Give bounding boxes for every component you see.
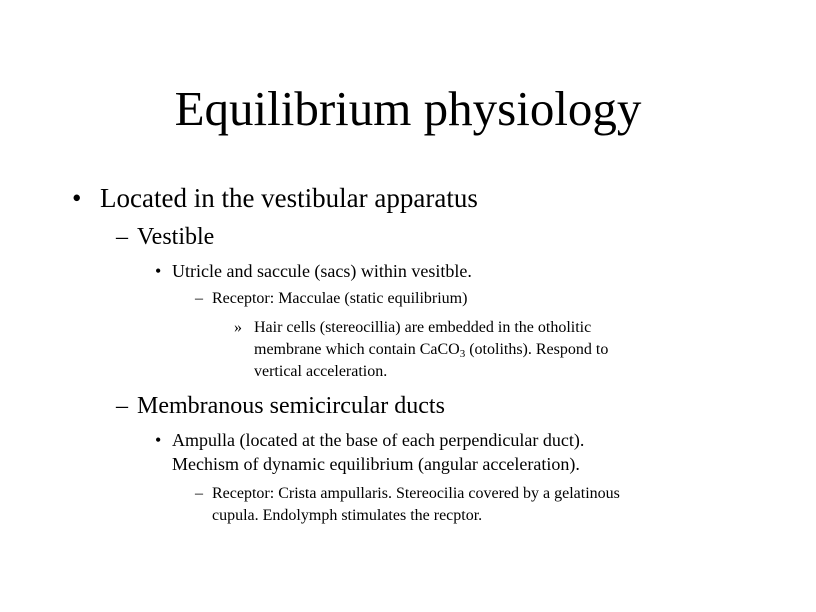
sub-bullet-hair-cells: [254, 317, 608, 383]
chevron-marker: »: [234, 319, 242, 336]
bullet-marker: •: [155, 261, 162, 281]
sub-bullet-ampulla: [172, 428, 584, 476]
hair-cells-line-2-pre: membrane which contain CaCO: [254, 341, 460, 358]
ampulla-line-2: Mechism of dynamic equilibrium (angular acceleration).: [172, 454, 580, 474]
sub-bullet-receptor-macculae: Receptor: Macculae (static equilibrium): [212, 290, 468, 307]
sub-bullet-membranous-ducts: Membranous semicircular ducts: [137, 393, 445, 419]
hair-cells-line-2-post: (otoliths). Respond to: [465, 341, 609, 358]
subscript-three: 3: [459, 348, 466, 360]
hair-cells-line-3: vertical acceleration.: [254, 363, 388, 380]
sub-bullet-vestible: Vestible: [137, 224, 215, 250]
slide-title: Equilibrium physiology: [174, 81, 642, 136]
sub-bullet-utricle-saccule: Utricle and saccule (sacs) within vesitble.: [172, 261, 472, 281]
dash-marker: –: [116, 393, 128, 419]
crista-line-2: cupula. Endolymph stimulates the recptor.: [212, 507, 483, 524]
dash-marker: –: [116, 224, 128, 250]
bullet-vestibular-apparatus: Located in the vestibular apparatus: [100, 183, 478, 213]
sub-bullet-receptor-crista: [212, 483, 620, 527]
hair-cells-line-1: Hair cells (stereocillia) are embedded in the otholitic: [254, 319, 592, 336]
crista-line-1: Receptor: Crista ampullaris. Stereocilia covered by a gelatinous: [212, 485, 620, 502]
dash-marker: –: [195, 485, 203, 502]
bullet-marker: •: [72, 183, 82, 213]
bullet-marker: •: [155, 430, 162, 450]
hair-cells-line-2: [254, 339, 608, 361]
ampulla-line-1: Ampulla (located at the base of each perpendicular duct).: [172, 430, 585, 450]
dash-marker: –: [195, 290, 203, 307]
